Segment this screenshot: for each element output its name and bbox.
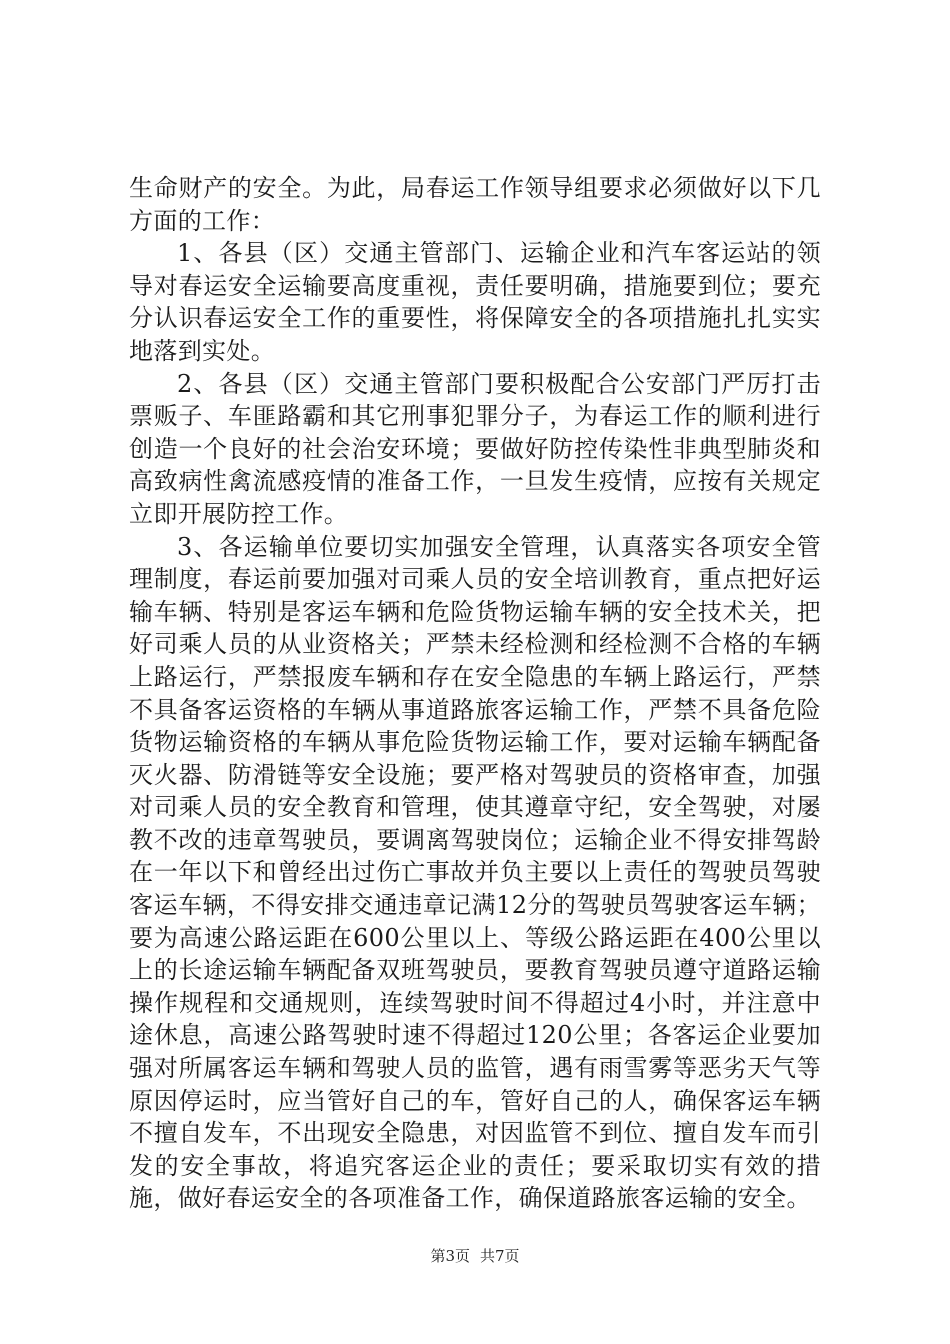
page-total: 共7页 [480, 1247, 520, 1265]
paragraph-item-2: 2、各县（区）交通主管部门要积极配合公安部门严厉打击票贩子、车匪路霸和其它刑事犯罪分子，为春运工作的顺利进行创造一个良好的社会治安环境；要做好防控传染性非典型肺炎和高致病性禽流感疫情的准备工作，一旦发生疫情，应按有关规定立即开展防控工作。 [129, 369, 821, 528]
paragraph-intro: 生命财产的安全。为此，局春运工作领导组要求必须做好以下几方面的工作： [129, 174, 821, 235]
paragraph-item-3: 3、各运输单位要切实加强安全管理，认真落实各项安全管理制度，春运前要加强对司乘人员的安全培训教育，重点把好运输车辆、特别是客运车辆和危险货物运输车辆的安全技术关，把好司乘人员的从业资格关；严禁未经检测和经检测不合格的车辆上路运行，严禁报废车辆和存在安全隐患的车辆上路运行，严禁不具备客运资格的车辆从事道路旅客运输工作，严禁不具备危险货物运输资格的车辆从事危险货物运输工作，要对运输车辆配备灭火器、防滑链等安全设施；要严格对驾驶员的资格审查，加强对司乘人员的安全教育和管理，使其遵章守纪，安全驾驶，对屡教不改的违章驾驶员，要调离驾驶岗位；运输企业不得安排驾龄在一年以下和曾经出过伤亡事故并负主要以上责任的驾驶员驾驶客运车辆，不得安排交通违章记满12分的驾驶员驾驶客运车辆；要为高速公路运距在600公里以上、等级公路运距在400公里以上的长途运输车辆配备双班驾驶员，要教育驾驶员遵守道路运输操作规程和交通规则，连续驾驶时间不得超过4小时，并注意中途休息，高速公路驾驶时速不得超过120公里；各客运企业要加强对所属客运车辆和驾驶人员的监管，遇有雨雪雾等恶劣天气等原因停运时，应当管好自己的车，管好自己的人，确保客运车辆不擅自发车，不出现安全隐患，对因监管不到位、擅自发车而引发的安全事故，将追究客运企业的责任；要采取切实有效的措施，做好春运安全的各项准备工作，确保道路旅客运输的安全。 [129, 532, 821, 1213]
paragraph-item-1: 1、各县（区）交通主管部门、运输企业和汽车客运站的领导对春运安全运输要高度重视，责任要明确，措施要到位；要充分认识春运安全工作的重要性，将保障安全的各项措施扎扎实实地落到实处。 [129, 239, 821, 365]
page-number: 第3页 [430, 1247, 470, 1265]
document-body [129, 172, 821, 1215]
page-footer [0, 1246, 950, 1266]
